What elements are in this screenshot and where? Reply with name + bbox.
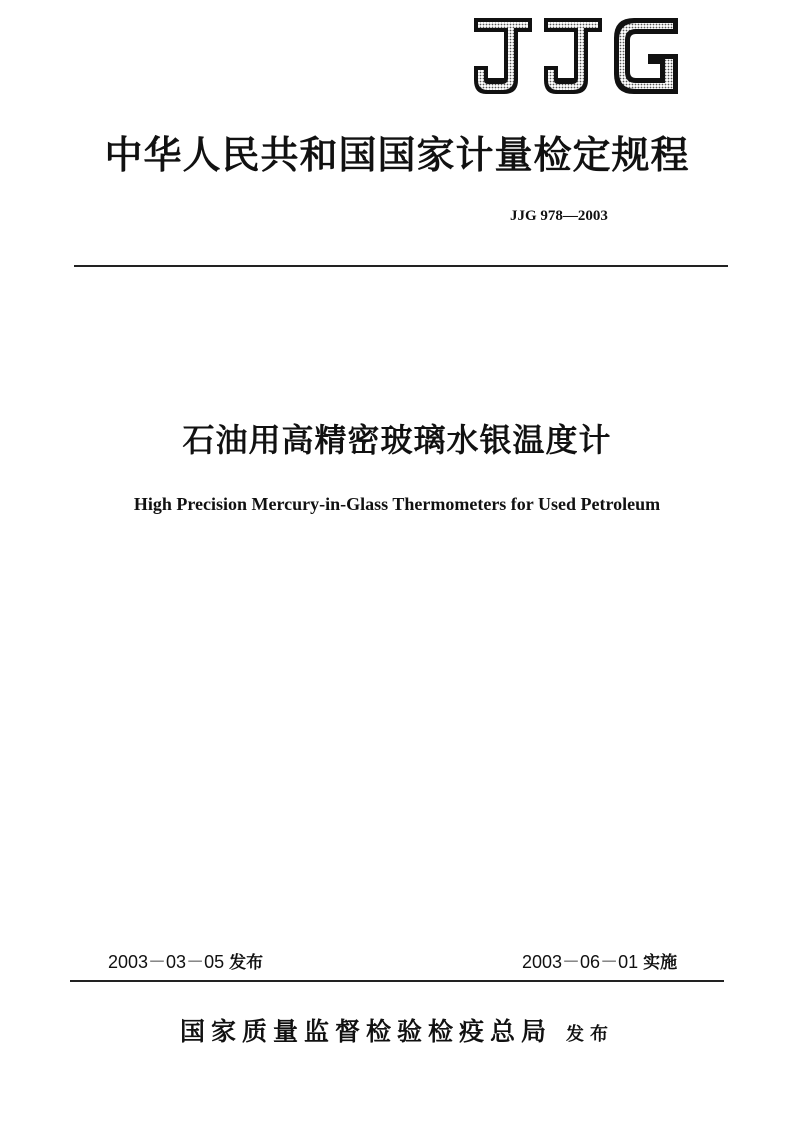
top-divider: [74, 265, 728, 267]
logo-letter-j1: [474, 18, 532, 94]
issue-date: 2003－03－05: [108, 952, 225, 972]
logo-letter-j2: [544, 18, 602, 94]
document-title-en: High Precision Mercury-in-Glass Thermometers for Used Petroleum: [133, 494, 661, 514]
publisher-line: [0, 1012, 794, 1048]
publisher-label: 发布: [566, 1024, 614, 1045]
publisher-name: 国家质量监督检验检疫总局: [179, 1017, 552, 1046]
issue-date-line: [108, 948, 263, 974]
effective-label: 实施: [643, 953, 678, 973]
effective-date: 2003－06－01: [522, 952, 639, 972]
document-number: JJG 978—2003: [510, 208, 608, 224]
document-title-cn: 石油用高精密玻璃水银温度计: [182, 421, 612, 459]
jjg-logo: [470, 14, 684, 98]
bottom-divider: [70, 980, 724, 982]
issue-label: 发布: [229, 953, 264, 973]
main-title: 中华人民共和国国家计量检定规程: [104, 132, 690, 177]
effective-date-line: [522, 948, 677, 974]
logo-letter-g: [614, 18, 678, 94]
